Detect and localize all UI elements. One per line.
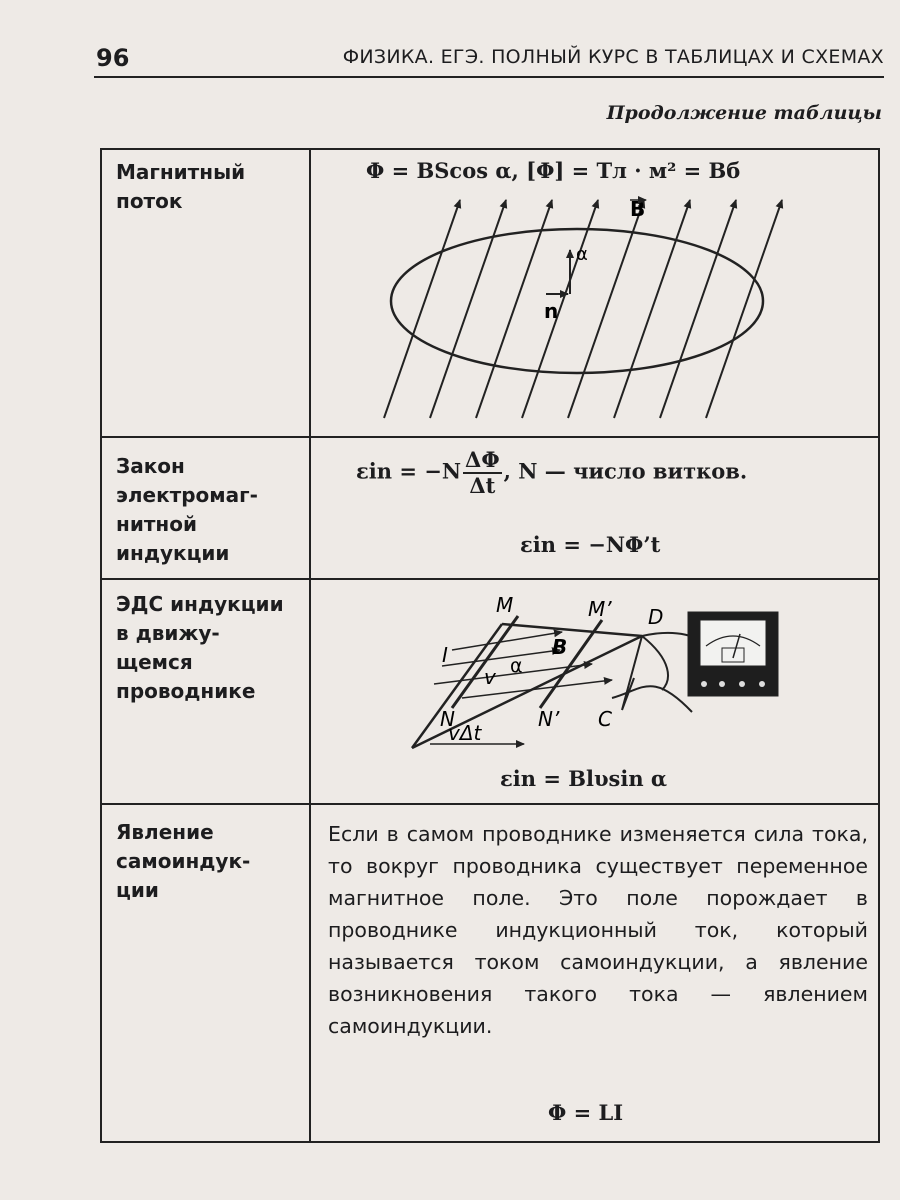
row-label-self-induction: Явление самоиндук- ции [116,820,251,902]
field-label: B [552,635,568,659]
fraction-numerator: ΔΦ [465,447,500,472]
table-column-divider [309,148,311,1143]
motional-emf-formula: εin = Blυsin α [500,766,668,791]
voltmeter-icon [688,612,778,696]
magnetic-flux-formula: Φ = BScos α, [Φ] = Тл · м² = Вб [366,158,741,183]
faraday-law-formula [356,448,747,498]
normal-vector-icon [546,250,570,294]
running-title: ФИЗИКА. ЕГЭ. ПОЛНЫЙ КУРС В ТАБЛИЦАХ И СХЕМАХ [342,46,884,68]
current-label: I [442,643,448,667]
magnetic-flux-diagram [312,186,878,436]
emf-lhs: εin = −N [356,458,462,484]
table-continuation-note: Продолжение таблицы [606,102,882,124]
point-label-n: N [440,707,455,731]
point-label-n-prime: N’ [538,707,560,731]
angle-label: α [510,655,523,677]
row-label-moving-conductor: ЭДС индукции в движу- щемся проводнике [116,592,284,703]
velocity-label: v [484,665,496,689]
field-vector-label: B [630,197,646,221]
flux-derivative-formula: εin = −NΦ’t [520,532,661,557]
point-label-m-prime: M’ [588,597,612,621]
turns-note: , N — число витков. [503,458,748,484]
page-number: 96 [96,44,130,72]
header-rule [94,76,884,78]
normal-label: n [544,299,559,323]
self-induction-formula: Φ = LI [548,1100,624,1125]
angle-label: α [576,244,588,265]
point-label-c: C [598,707,612,731]
row-label-magnetic-flux: Магнитный поток [116,160,246,213]
row-label-em-induction: Закон электромаг- нитной индукции [116,454,258,565]
point-label-d: D [648,605,664,629]
displacement-label: vΔt [448,721,482,745]
point-label-m: M [496,593,514,617]
self-induction-description: Если в самом проводнике изменяется сила тока, то вокруг проводника существует переменное магнитное поле. Это поле порождает в проводнике индукционный ток, который называется током самоиндукции, а явление возникновения такого тока — явлением самоиндукции. [328,822,868,1038]
table-row-divider [100,803,880,805]
field-lines [384,200,782,418]
flux-rate-fraction [463,448,502,498]
table-row-divider [100,436,880,438]
fraction-denominator: Δt [469,473,496,498]
